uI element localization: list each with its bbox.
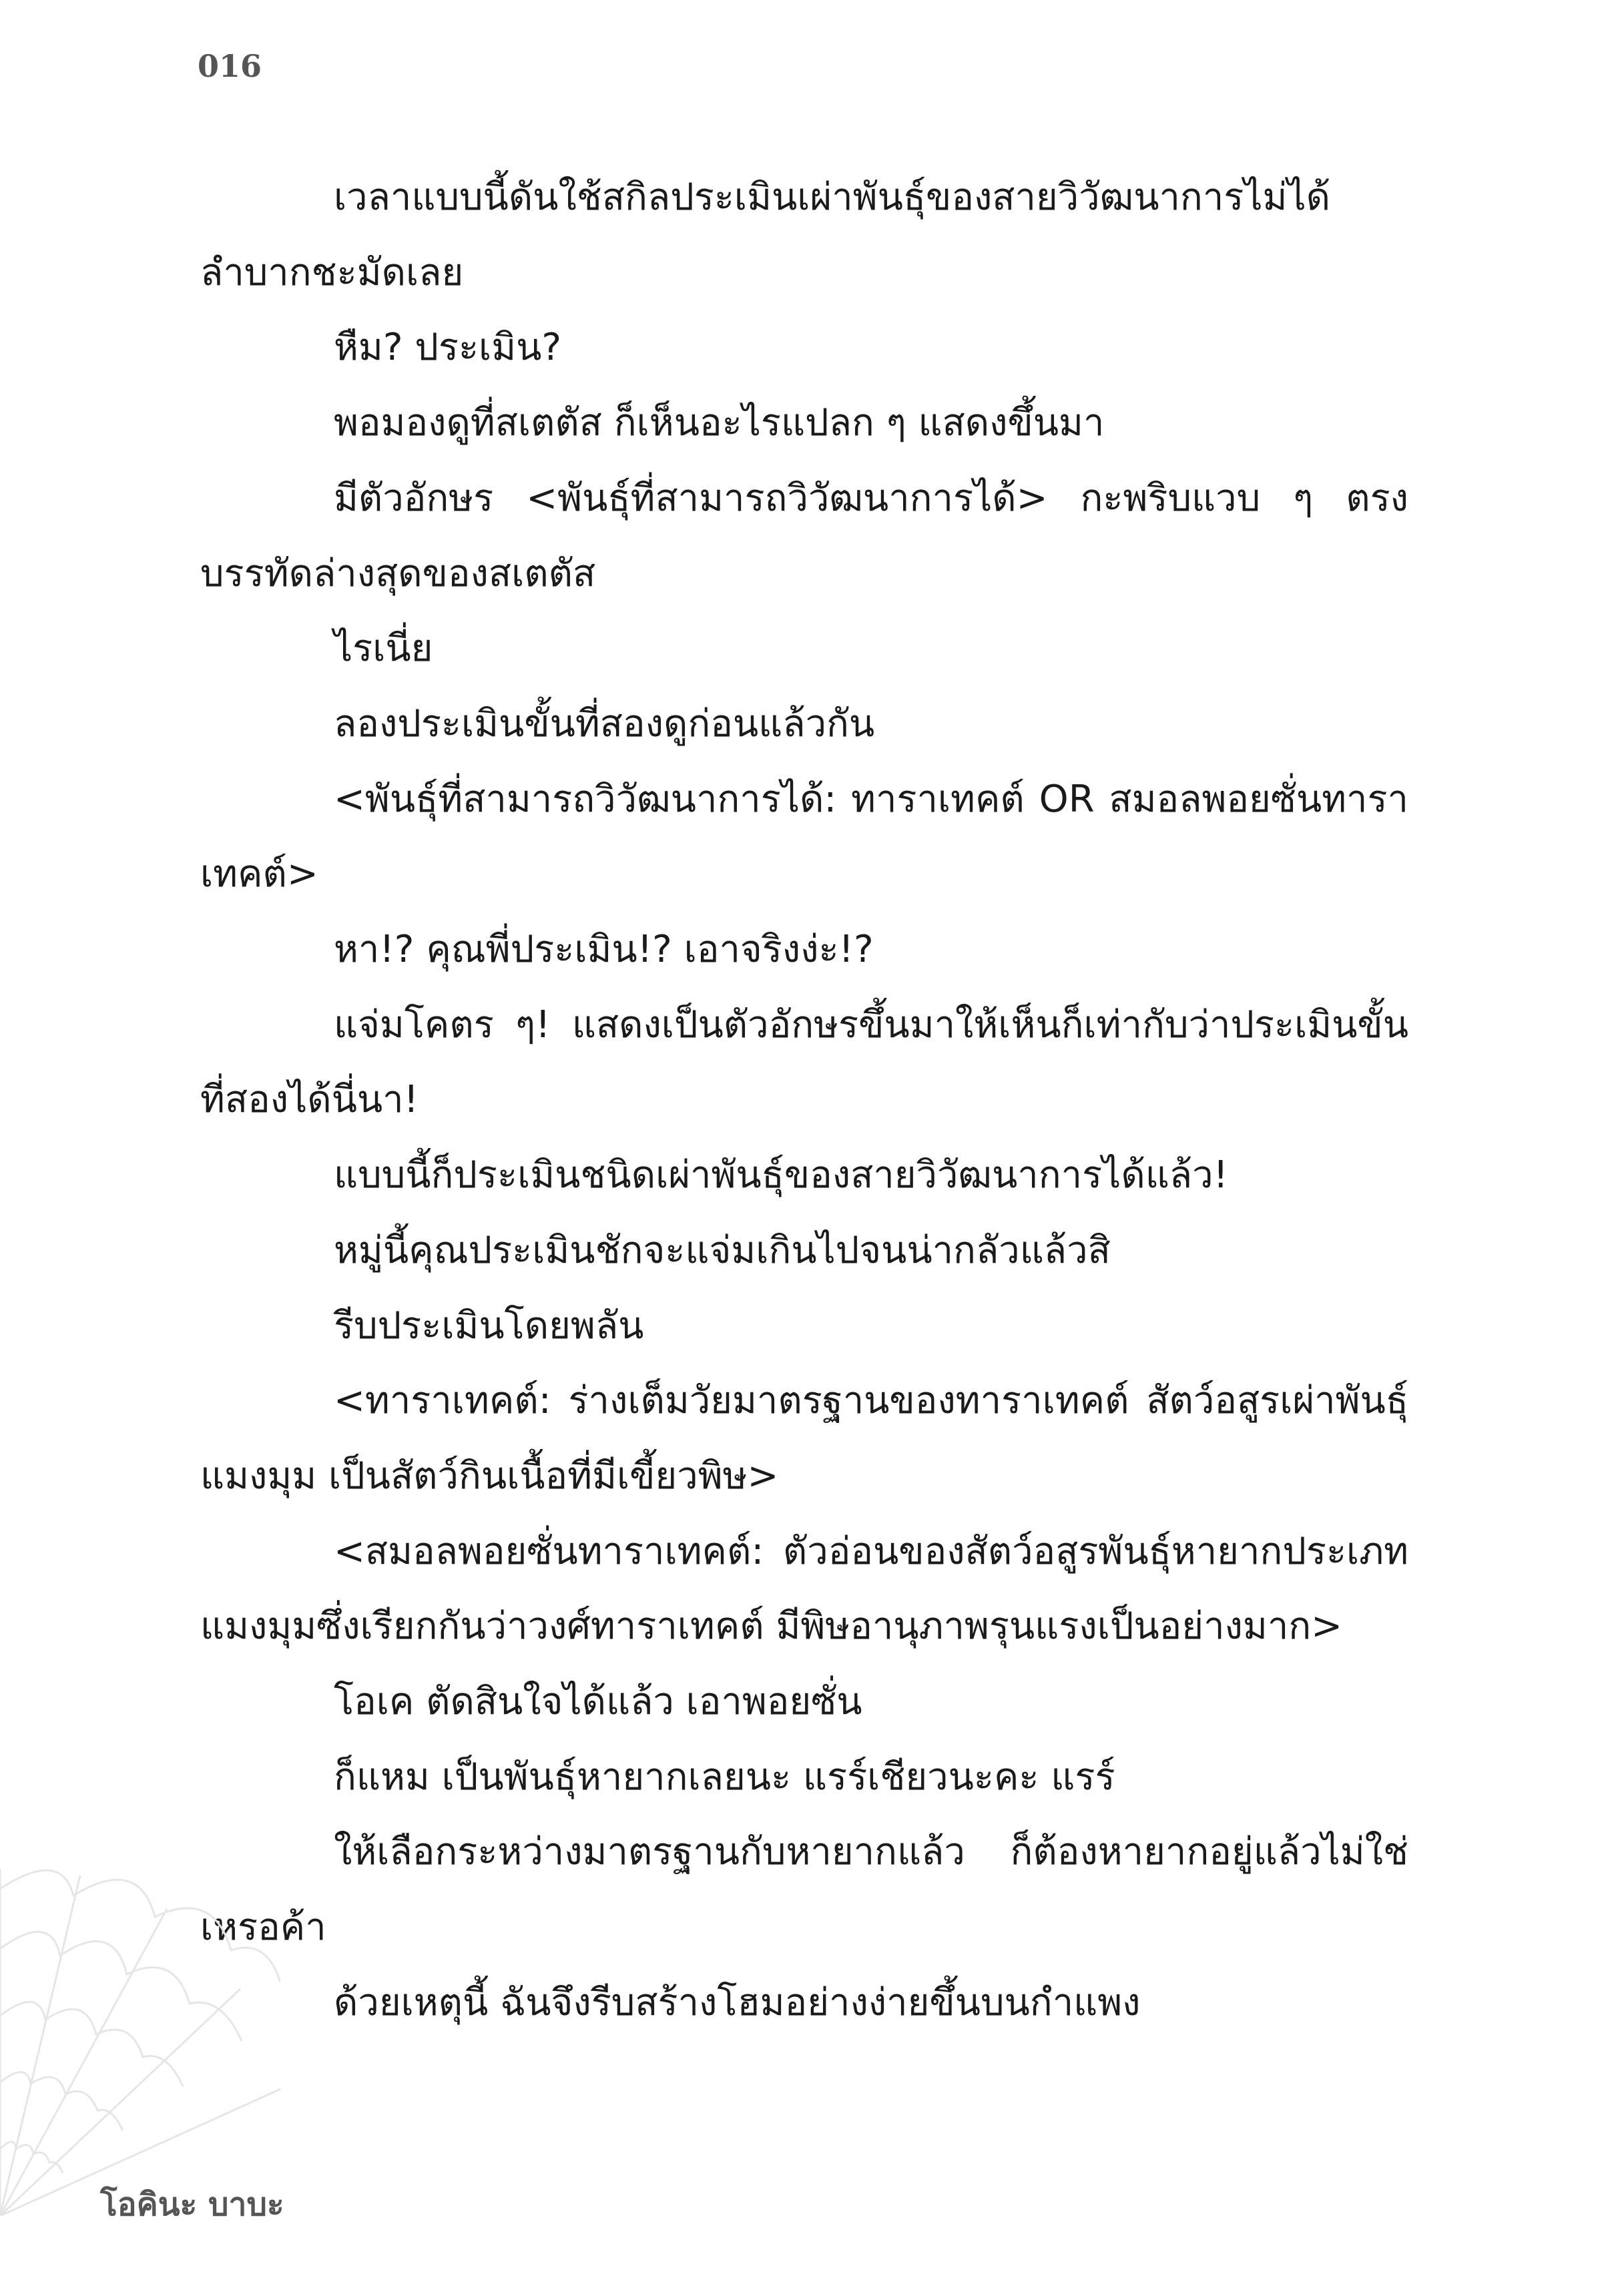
paragraph: ด้วยเหตุนี้ ฉันจึงรีบสร้างโฮมอย่างง่ายขึ้นบนกำแพง bbox=[334, 1980, 1141, 2024]
paragraph: โอเค ตัดสินใจได้แล้ว เอาพอยซั่น bbox=[334, 1680, 862, 1724]
page-number: 016 bbox=[198, 48, 262, 84]
paragraph: แบบนี้ก็ประเมินชนิดเผ่าพันธุ์ของสายวิวัฒนาการได้แล้ว! bbox=[334, 1153, 1229, 1197]
paragraph: รีบประเมินโดยพลัน bbox=[334, 1304, 644, 1348]
paragraph: หมู่นี้คุณประเมินชักจะแจ่มเกินไปจนน่ากลัวแล้วสิ bbox=[334, 1228, 1111, 1272]
footer-title: โอคินะ บาบะ bbox=[100, 2186, 284, 2223]
paragraph: หืม? ประเมิน? bbox=[334, 326, 562, 370]
paragraph: มีตัวอักษร <พันธุ์ที่สามารถวิวัฒนาการได้> กะพริบแวบ ๆ ตรงบรรทัดล่างสุดของสเตตัส bbox=[200, 476, 1408, 595]
paragraph: เวลาแบบนี้ดันใช้สกิลประเมินเผ่าพันธุ์ของสายวิวัฒนาการไม่ได้ ลำบากชะมัดเลย bbox=[200, 176, 1330, 294]
paragraph: <สมอลพอยซั่นทาราเทคต์: ตัวอ่อนของสัตว์อสูรพันธุ์หายากประเภทแมงมุมซึ่งเรียกกันว่าวงศ์ทาราเทคต์ มีพิษอานุภาพรุนแรงเป็นอย่างมาก> bbox=[200, 1529, 1408, 1649]
paragraph: พอมองดูที่สเตตัส ก็เห็นอะไรแปลก ๆ แสดงขึ้นมา bbox=[334, 401, 1105, 445]
paragraph: <พันธุ์ที่สามารถวิวัฒนาการได้: ทาราเทคต์ OR สมอลพอยซั่นทาราเทคต์> bbox=[200, 777, 1408, 896]
body-text bbox=[200, 160, 1408, 2041]
paragraph: ก็แหม เป็นพันธุ์หายากเลยนะ แรร์เชียวนะคะ แรร์ bbox=[334, 1755, 1115, 1799]
paragraph: <ทาราเทคต์: ร่างเต็มวัยมาตรฐานของทาราเทคต์ สัตว์อสูรเผ่าพันธุ์แมงมุม เป็นสัตว์กินเนื้อที่มีเขี้ยวพิษ> bbox=[200, 1379, 1408, 1498]
paragraph: ลองประเมินขั้นที่สองดูก่อนแล้วกัน bbox=[334, 701, 875, 746]
paragraph: หา!? คุณพี่ประเมิน!? เอาจริงง่ะ!? bbox=[334, 928, 874, 972]
paragraph: ไรเนี่ย bbox=[334, 627, 433, 671]
paragraph: ให้เลือกระหว่างมาตรฐานกับหายากแล้ว ก็ต้องหายากอยู่แล้วไม่ใช่เหรอค้า bbox=[200, 1830, 1408, 1950]
paragraph: แจ่มโคตร ๆ! แสดงเป็นตัวอักษรขึ้นมาให้เห็นก็เท่ากับว่าประเมินขั้นที่สองได้นี่นา! bbox=[200, 1002, 1408, 1122]
spider-web-icon bbox=[0, 1869, 280, 2216]
